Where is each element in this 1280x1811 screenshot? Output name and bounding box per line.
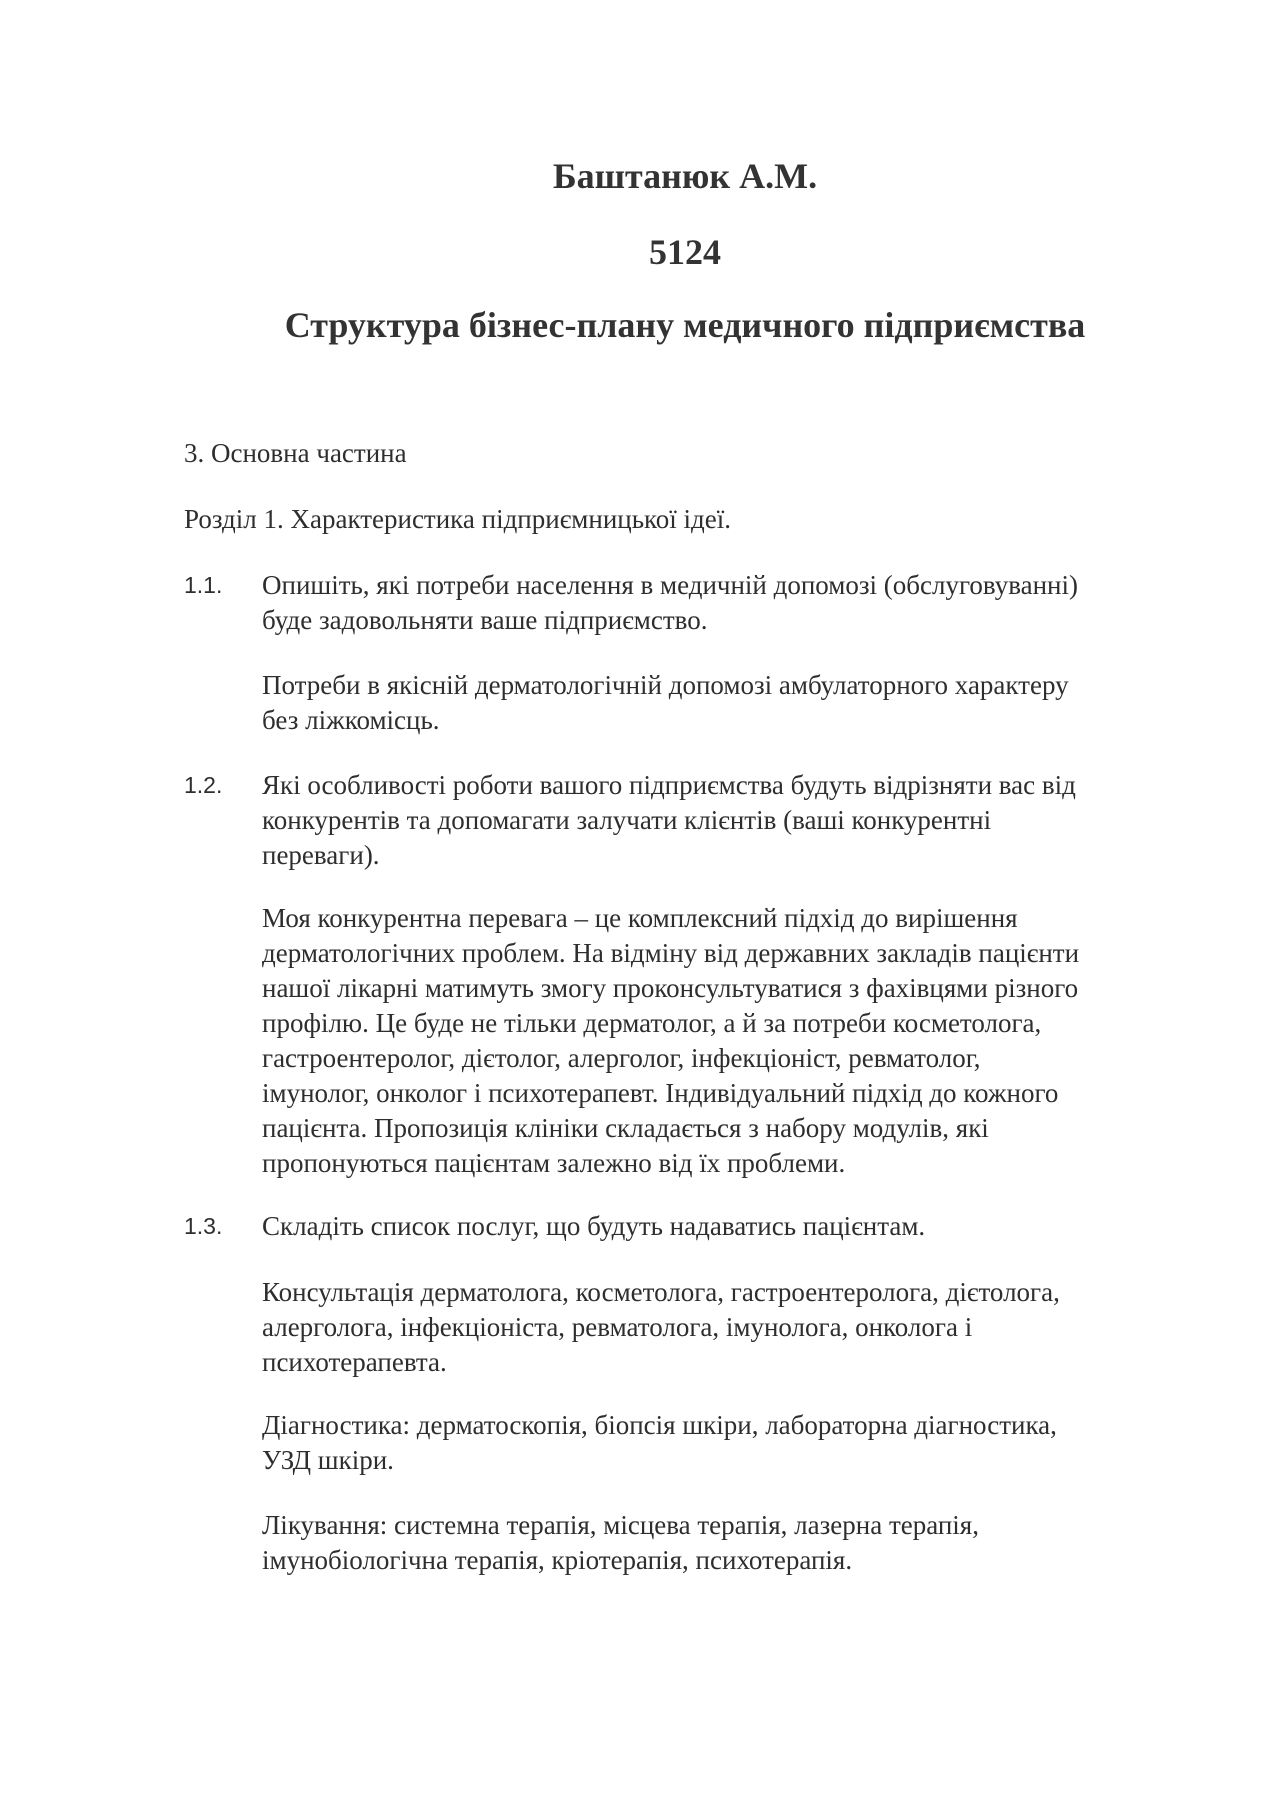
question-line: переваги).	[262, 840, 380, 870]
question-line: Які особливості роботи вашого підприємства будуть відрізняти вас від	[262, 770, 1076, 800]
item-answer	[262, 1275, 1192, 1380]
answer-line: УЗД шкіри.	[262, 1445, 394, 1475]
answer-line: Потреби в якісній дерматологічній допомозі амбулаторного характеру	[262, 670, 1069, 700]
answer-line: профілю. Це буде не тільки дерматолог, а й за потреби косметолога,	[262, 1008, 1042, 1038]
item-answer	[262, 901, 1192, 1181]
chapter-heading: Розділ 1. Характеристика підприємницької ідеї.	[184, 504, 732, 534]
item-number: 1.3.	[184, 1213, 223, 1239]
answer-line: пропонуються пацієнтам залежно від їх проблеми.	[262, 1148, 846, 1178]
section-heading: 3. Основна частина	[184, 438, 407, 468]
item-number: 1.2.	[184, 772, 223, 798]
answer-line: імунобіологічна терапія, кріотерапія, психотерапія.	[262, 1545, 853, 1575]
question-line: Опишіть, які потреби населення в медичній допомозі (обслуговуванні)	[262, 570, 1078, 600]
question-line: Складіть список послуг, що будуть надаватись пацієнтам.	[262, 1211, 926, 1241]
answer-line: дерматологічних проблем. На відміну від державних закладів пацієнти	[262, 938, 1080, 968]
question-line: буде задовольняти ваше підприємство.	[262, 605, 708, 635]
answer-line: пацієнта. Пропозиція клініки складається з набору модулів, які	[262, 1113, 989, 1143]
item-answer	[262, 1508, 1192, 1578]
item-answer	[262, 1408, 1192, 1478]
author-name: Баштанюк А.М.	[552, 156, 818, 196]
item-question	[262, 768, 1192, 873]
item-question	[262, 1209, 1192, 1244]
answer-line: Діагностика: дерматоскопія, біопсія шкіри, лабораторна діагностика,	[262, 1410, 1057, 1440]
group-number: 5124	[649, 232, 721, 272]
item-number: 1.1.	[184, 572, 223, 598]
document-title: Структура бізнес-плану медичного підприємства	[284, 305, 1086, 345]
answer-line: імунолог, онколог і психотерапевт. Індивідуальний підхід до кожного	[262, 1078, 1059, 1108]
item-question	[262, 568, 1192, 638]
item-answer	[262, 668, 1192, 738]
answer-line: Лікування: системна терапія, місцева терапія, лазерна терапія,	[262, 1510, 979, 1540]
answer-line: Моя конкурентна перевага – це комплексний підхід до вирішення	[262, 903, 1018, 933]
answer-line: без ліжкомісць.	[262, 705, 440, 735]
answer-line: Консультація дерматолога, косметолога, гастроентеролога, дієтолога,	[262, 1277, 1060, 1307]
answer-line: психотерапевта.	[262, 1347, 447, 1377]
question-line: конкурентів та допомагати залучати клієнтів (ваші конкурентні	[262, 805, 992, 835]
answer-line: нашої лікарні матимуть змогу проконсультуватися з фахівцями різного	[262, 973, 1079, 1003]
answer-line: алерголога, інфекціоніста, ревматолога, імунолога, онколога і	[262, 1312, 973, 1342]
answer-line: гастроентеролог, дієтолог, алерголог, інфекціоніст, ревматолог,	[262, 1043, 981, 1073]
